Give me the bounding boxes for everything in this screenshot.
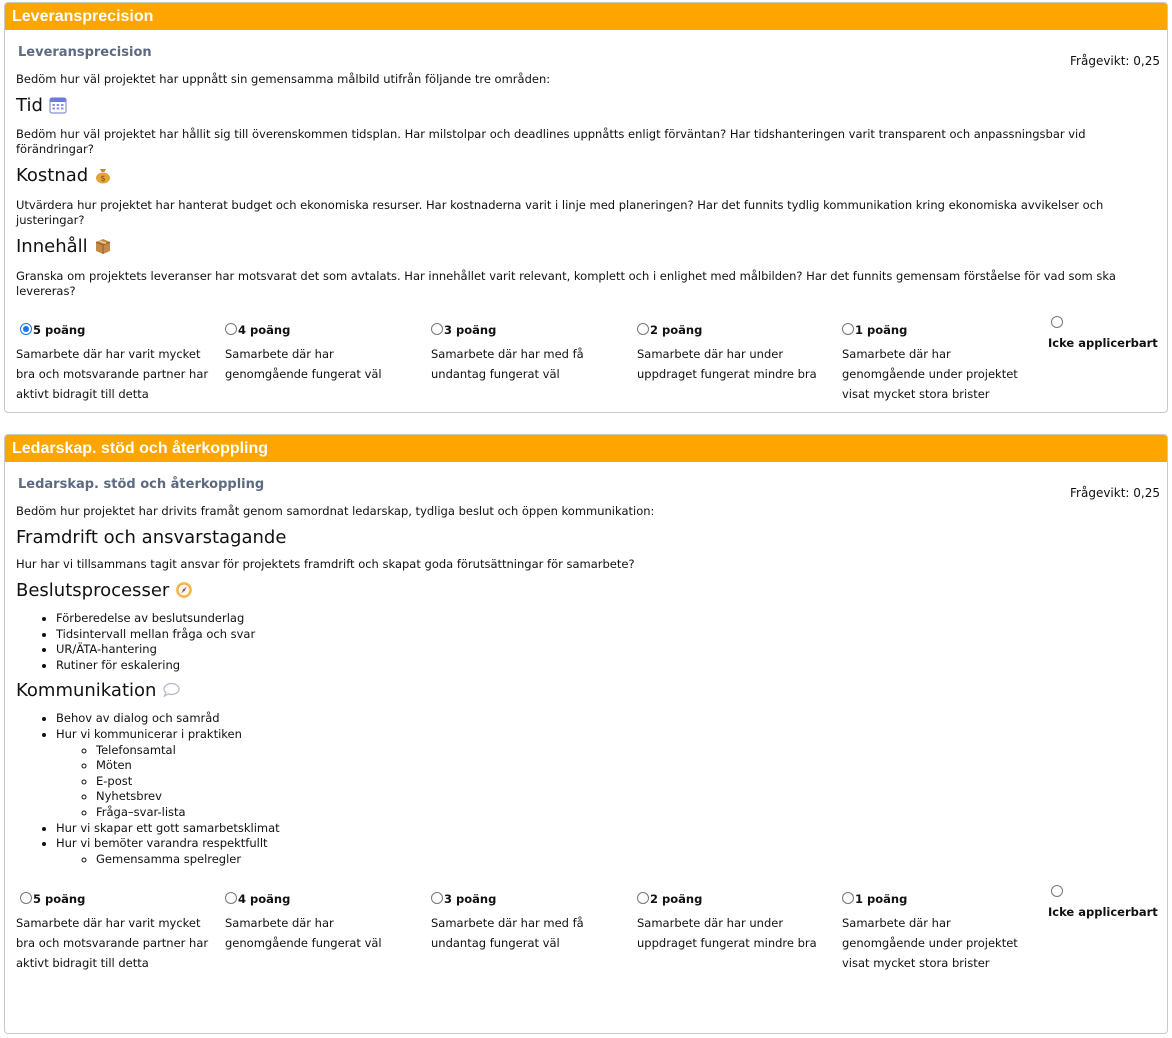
list-item: • Tidsintervall mellan fråga och svar <box>56 627 1156 643</box>
radio-4[interactable] <box>225 323 237 335</box>
question-intro: Bedöm hur väl projektet har uppnått sin gemensamma målbild utifrån följande tre områden: <box>16 72 551 86</box>
topic-heading: Beslutsprocesser <box>16 580 170 601</box>
topic-kostnad <box>16 164 1156 228</box>
option-3[interactable]: 3 poäng Samarbete där har med få undantag fungerat väl <box>431 323 584 381</box>
question-weight: Frågevikt: 0,25 <box>1070 54 1160 68</box>
calendar-icon <box>49 96 67 121</box>
list-item: ◦ Fråga–svar-lista <box>96 805 1156 821</box>
svg-text:$: $ <box>100 174 106 183</box>
question-title: Leveransprecision <box>18 45 152 60</box>
topic-text: Utvärdera hur projektet har hanterat budget och ekonomiska resurser. Har kostnaderna varit i linje med planeringen? Har det funnits tydlig kommunikation kring ekonomiska avvikelser och justeringar? <box>16 198 1104 227</box>
list-item: • UR/ÄTA-hantering <box>56 642 1156 658</box>
list-item: • Hur vi kommunicerar i praktiken ◦ Telefonsamtal ◦ Möten ◦ E-post ◦ Nyhetsbrev ◦ Fråga–svar-lista <box>56 727 1156 821</box>
question-title: Ledarskap. stöd och återkoppling <box>18 477 265 492</box>
radio-1[interactable] <box>842 892 854 904</box>
option-5[interactable]: 5 poäng Samarbete där har varit mycket bra och motsvarande partner har aktivt bidragit till detta <box>16 323 209 401</box>
money-bag-icon <box>94 166 112 191</box>
package-icon <box>94 237 112 262</box>
score-options <box>16 888 1156 1008</box>
question-panel-ledarskap <box>4 434 1168 1034</box>
topic-heading: Kommunikation <box>16 680 157 702</box>
list-item: ◦ Nyhetsbrev <box>96 789 1156 805</box>
beslut-list <box>16 611 1156 673</box>
list-item: ◦ E-post <box>96 774 1156 790</box>
topic-heading: Tid <box>16 95 43 116</box>
topic-heading: Kostnad <box>16 165 89 186</box>
option-5[interactable]: 5 poäng Samarbete där har varit mycket bra och motsvarande partner har aktivt bidragit till detta <box>16 892 209 971</box>
radio-2[interactable] <box>637 892 649 904</box>
radio-5[interactable] <box>20 892 32 904</box>
option-na[interactable]: Icke applicerbart <box>1048 316 1163 351</box>
radio-na[interactable] <box>1051 316 1063 328</box>
radio-na[interactable] <box>1051 885 1063 897</box>
list-item: ◦ Möten <box>96 758 1156 774</box>
list-item: ◦ Gemensamma spelregler <box>96 852 1156 868</box>
option-3[interactable]: 3 poäng Samarbete där har med få undantag fungerat väl <box>431 892 584 951</box>
speech-bubble-icon <box>162 681 180 706</box>
topic-framdrift <box>16 526 1156 572</box>
topic-heading: Innehåll <box>16 236 88 257</box>
option-2[interactable]: 2 poäng Samarbete där har under uppdraget fungerat mindre bra <box>637 892 817 951</box>
option-1[interactable]: 1 poäng Samarbete där har genomgående under projektet visat mycket stora brister <box>842 323 1018 401</box>
topic-text: Hur har vi tillsammans tagit ansvar för projektets framdrift och skapat goda förutsättningar för samarbete? <box>16 557 635 571</box>
option-2[interactable]: 2 poäng Samarbete där har under uppdraget fungerat mindre bra <box>637 323 817 381</box>
sublist <box>56 852 1156 868</box>
topic-beslutsprocesser <box>16 579 1156 673</box>
radio-3[interactable] <box>431 892 443 904</box>
question-weight: Frågevikt: 0,25 <box>1070 486 1160 500</box>
radio-5[interactable] <box>20 323 32 335</box>
list-item: • Förberedelse av beslutsunderlag <box>56 611 1156 627</box>
radio-2[interactable] <box>637 323 649 335</box>
option-na[interactable]: Icke applicerbart <box>1048 885 1163 920</box>
panel-header: Ledarskap. stöd och återkoppling <box>5 435 1167 462</box>
option-4[interactable]: 4 poäng Samarbete där har genomgående fungerat väl <box>225 892 382 951</box>
list-item: ◦ Telefonsamtal <box>96 743 1156 759</box>
list-item: • Rutiner för eskalering <box>56 658 1156 674</box>
compass-icon <box>175 581 193 606</box>
question-panel-leveransprecision <box>4 2 1168 413</box>
topic-tid <box>16 94 1156 157</box>
list-item: • Behov av dialog och samråd <box>56 711 1156 727</box>
list-item: • Hur vi bemöter varandra respektfullt ◦ Gemensamma spelregler <box>56 836 1156 867</box>
topic-heading: Framdrift och ansvarstagande <box>16 527 287 548</box>
kommunikation-list <box>16 711 1156 867</box>
radio-1[interactable] <box>842 323 854 335</box>
sublist <box>56 743 1156 821</box>
radio-4[interactable] <box>225 892 237 904</box>
topic-text: Bedöm hur väl projektet har hållit sig till överenskommen tidsplan. Har milstolpar och deadlines uppnåtts enligt förväntan? Har tidshanteringen varit transparent och anpassningsbar vid förändringar? <box>16 127 1086 156</box>
score-options <box>16 319 1156 413</box>
topic-innehall <box>16 235 1156 299</box>
panel-header: Leveransprecision <box>5 3 1167 30</box>
topic-kommunikation <box>16 679 1156 867</box>
topic-text: Granska om projektets leveranser har motsvarat det som avtalats. Har innehållet varit relevant, komplett och i enlighet med målbilden? Har det funnits gemensam förståelse för vad som ska levereras? <box>16 269 1116 298</box>
question-intro: Bedöm hur projektet har drivits framåt genom samordnat ledarskap, tydliga beslut och öppen kommunikation: <box>16 504 655 518</box>
option-1[interactable]: 1 poäng Samarbete där har genomgående under projektet visat mycket stora brister <box>842 892 1018 971</box>
list-item: • Hur vi skapar ett gott samarbetsklimat <box>56 821 1156 837</box>
radio-3[interactable] <box>431 323 443 335</box>
option-4[interactable]: 4 poäng Samarbete där har genomgående fungerat väl <box>225 323 382 381</box>
